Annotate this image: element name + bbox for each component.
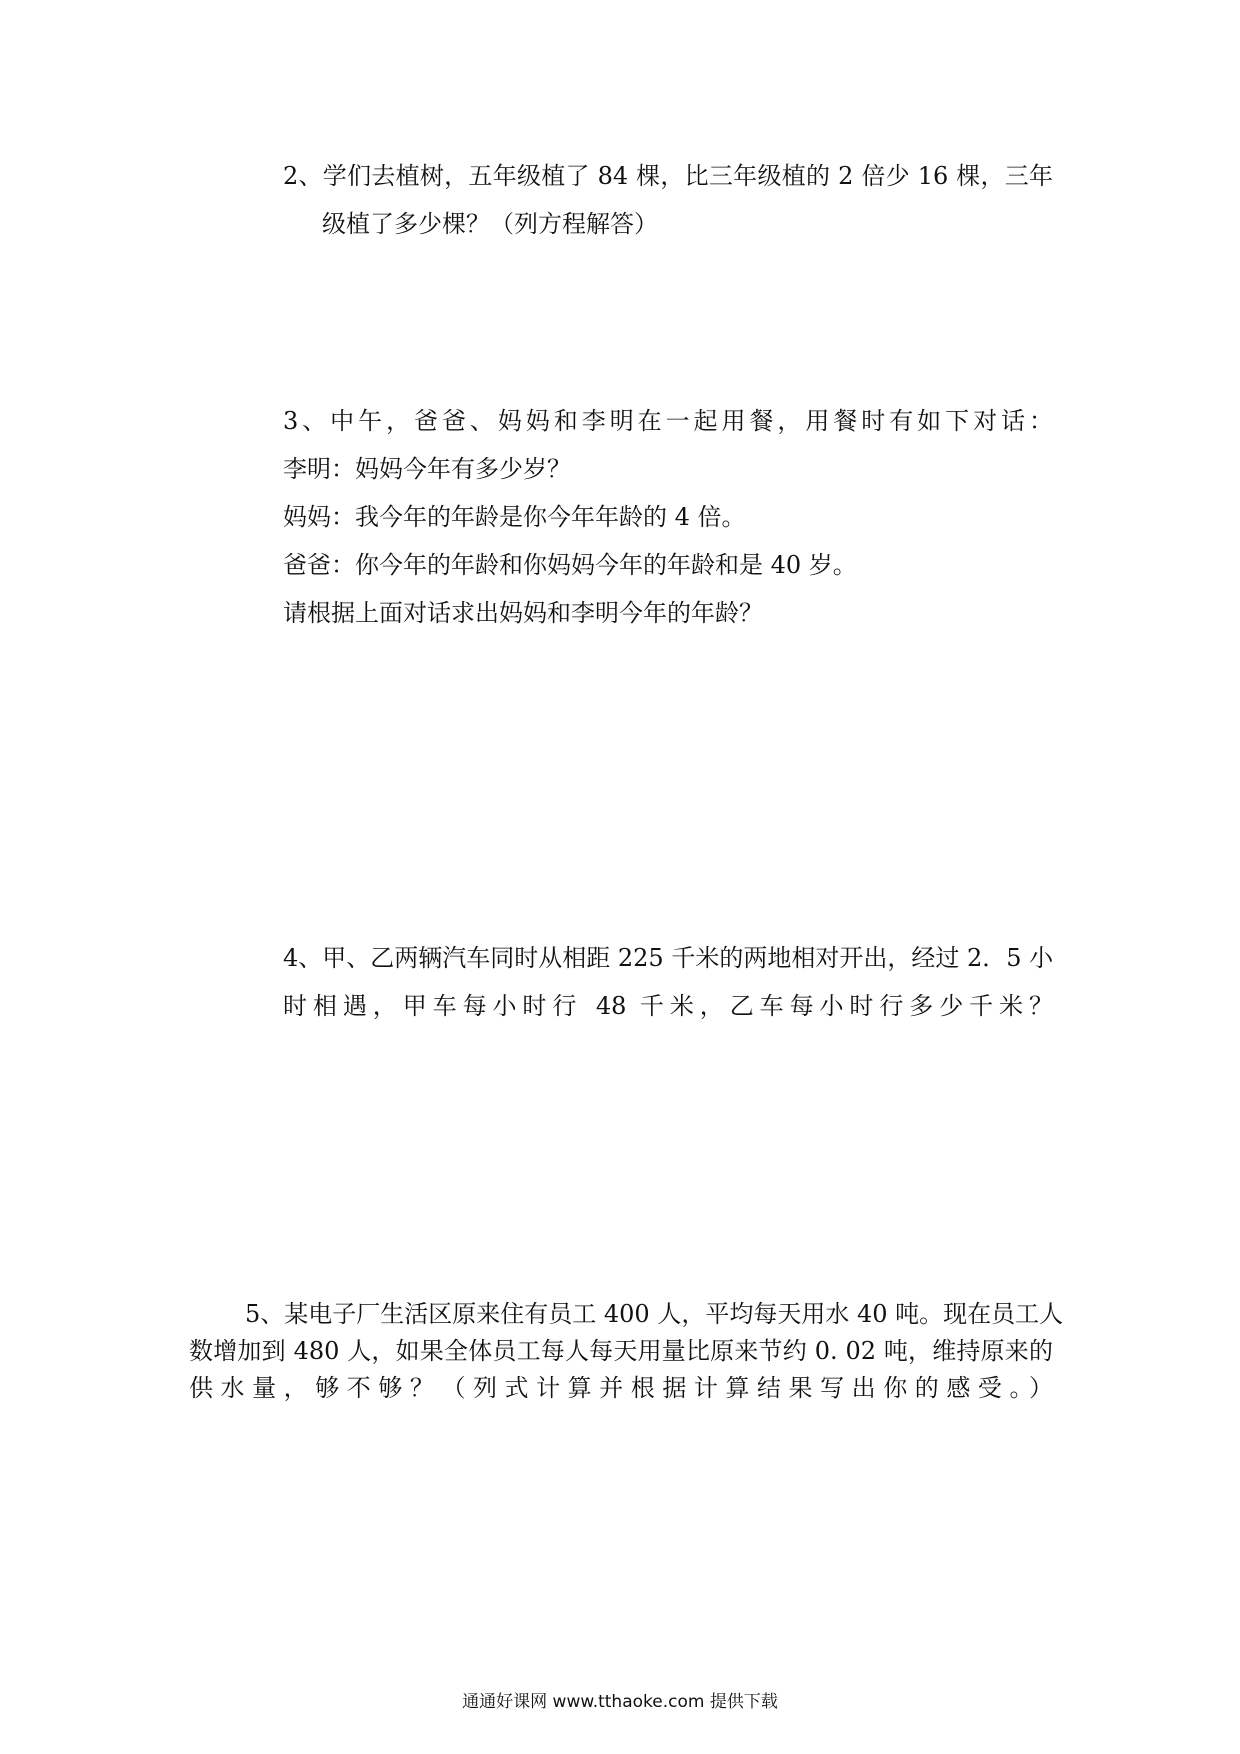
problem-5-line-3: 供水量，够不够？（列式计算并根据计算结果写出你的感受。） (189, 1374, 1053, 1402)
problem-5 (189, 1296, 1064, 1407)
problem-3-line-5: 请根据上面对话求出妈妈和李明今年的年龄？ (283, 599, 763, 627)
problem-2-line-2: 级植了多少棵？（列方程解答） (322, 210, 658, 238)
problem-4-line-2: 时相遇，甲车每小时行 48 千米，乙车每小时行多少千米？ (283, 992, 1053, 1020)
problem-5-line-1: 5、某电子厂生活区原来住有员工 400 人，平均每天用水 40 吨。现在员工人 (245, 1300, 1064, 1328)
problem-3-line-2: 李明：妈妈今年有多少岁？ (283, 455, 571, 483)
page-footer: 通通好课网 www.tthaoke.com 提供下载 (462, 1692, 778, 1712)
problem-3-line-3: 妈妈：我今年的年龄是你今年年龄的 4 倍。 (283, 503, 746, 531)
problem-4-line-1: 4、甲、乙两辆汽车同时从相距 225 千米的两地相对开出，经过 2．5 小 (283, 944, 1054, 972)
problem-3-line-1: 3、中午，爸爸、妈妈和李明在一起用餐，用餐时有如下对话： (283, 407, 1053, 435)
problem-3-line-4: 爸爸：你今年的年龄和你妈妈今年的年龄和是 40 岁。 (283, 551, 857, 579)
problem-2-line-1: 2、学们去植树，五年级植了 84 棵，比三年级植的 2 倍少 16 棵，三年 (283, 162, 1053, 190)
problem-5-line-2: 数增加到 480 人，如果全体员工每人每天用量比原来节约 0. 02 吨，维持原来的 (189, 1337, 1053, 1365)
